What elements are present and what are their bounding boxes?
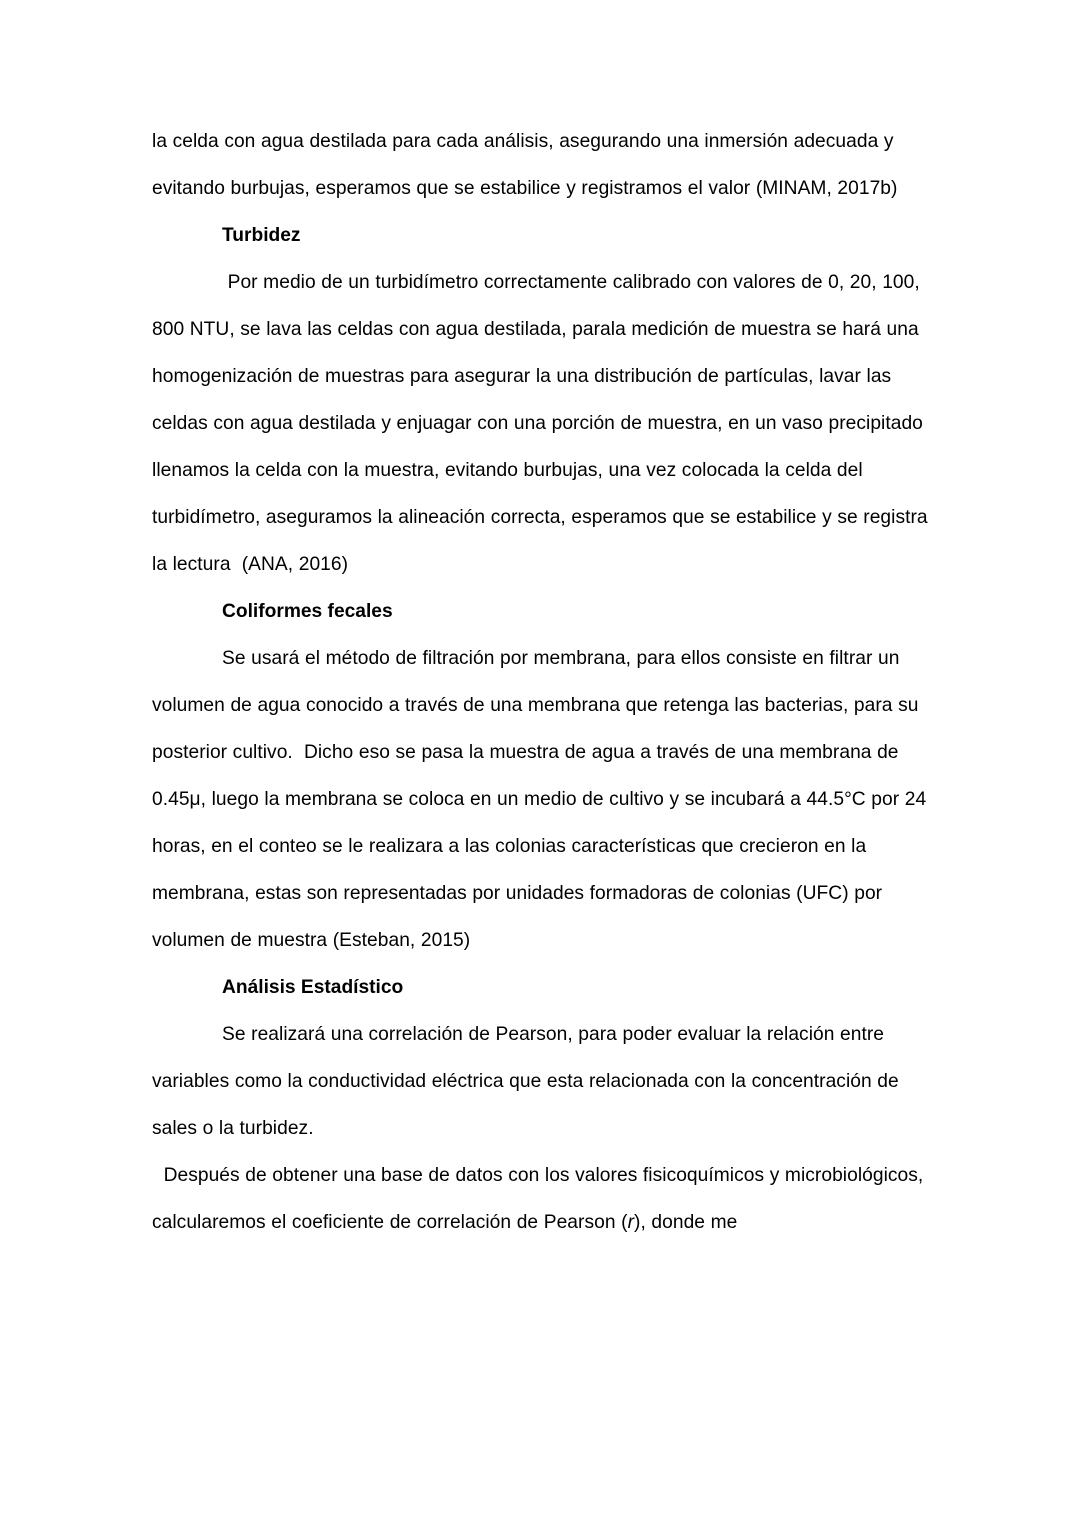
pearson-coefficient-symbol: r (627, 1212, 635, 1233)
document-text-body (152, 118, 934, 1246)
paragraph-turbidez: Por medio de un turbidímetro correctamente calibrado con valores de 0, 20, 100, 800 NTU, se lava las celdas con agua destilada, parala medición de muestra se hará una homogenización de muestras para asegurar la una distribución de partículas, lavar las celdas con agua destilada y enjuagar con una porción de muestra, en un vaso precipitado llenamos la celda con la muestra, evitando burbujas, una vez colocada la celda del turbidímetro, aseguramos la alineación correcta, esperamos que se estabilice y se registra la lectura (ANA, 2016) (152, 272, 934, 575)
heading-coliformes-fecales: Coliformes fecales (222, 601, 393, 622)
paragraph-coliformes-fecales: Se usará el método de filtración por membrana, para ellos consiste en filtrar un volumen de agua conocido a través de una membrana que retenga las bacterias, para su posterior cultivo. Dicho eso se pasa la muestra de agua a través de una membrana de 0.45μ, luego la membrana se coloca en un medio de cultivo y se incubará a 44.5°C por 24 horas, en el conteo se le realizara a las colonias características que crecieron en la membrana, estas son representadas por unidades formadoras de colonias (UFC) por volumen de muestra (Esteban, 2015) (152, 648, 932, 951)
paragraph-text-after: ), donde me (634, 1212, 738, 1233)
paragraph-text-before: Después de obtener una base de datos con los valores fisicoquímicos y microbiológicos, calcularemos el coeficiente de correlación de Pearson ( (152, 1165, 929, 1233)
paragraph-base-de-datos (152, 1152, 934, 1246)
heading-analisis-estadistico: Análisis Estadístico (222, 977, 404, 998)
paragraph-analisis-estadistico: Se realizará una correlación de Pearson, para poder evaluar la relación entre variables como la conductividad eléctrica que esta relacionada con la concentración de sales o la turbidez. (152, 1024, 905, 1139)
heading-turbidez: Turbidez (222, 225, 301, 246)
paragraph-celda-destilada: la celda con agua destilada para cada análisis, asegurando una inmersión adecuada y evitando burbujas, esperamos que se estabilice y registramos el valor (MINAM, 2017b) (152, 131, 900, 199)
